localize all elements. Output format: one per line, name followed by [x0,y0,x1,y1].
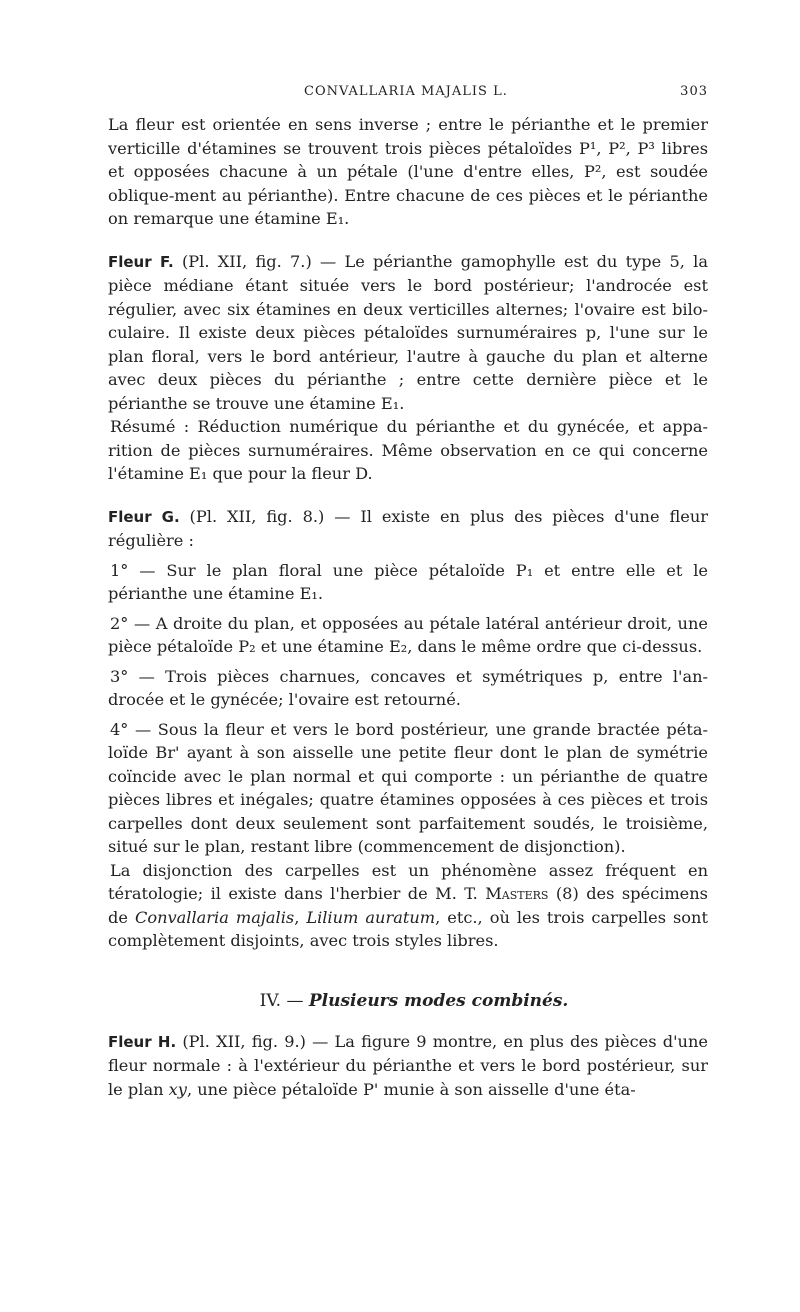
disjonction-text-b: (8) des spécimens de [108,884,708,927]
section-heading-iv [108,991,708,1011]
paragraph-fleur-h [108,1030,708,1102]
fleur-f-label: Fleur F. [108,252,174,271]
fleur-g-item-3: 3° — Trois pièces charnues, concaves et symétriques p, entre l'an-drocée et le gynécée; l'ovaire est retourné. [108,666,708,709]
running-head [108,84,708,99]
paragraph-intro: La fleur est orientée en sens inverse ; entre le périanthe et le premier verticille d'étamines se trouvent trois pièces pétaloïdes P¹, P², P³ libres et opposées chacune à un pétale (l'une d'entre elles, P², est soudée oblique-ment au périanthe). Entre chacune de ces pièces et le périanthe on remarque une étamine E₁. [108,115,708,228]
plane-xy: xy [168,1079,187,1099]
disjonction-text-c: , etc., où les trois carpelles sont complètement disjoints, avec trois styles libres. [108,907,708,950]
fleur-h-text-a: (Pl. XII, fig. 9.) — La figure 9 montre, en plus des pièces d'une fleur normale : à l'extérieur du périanthe et vers le bord postérieur, sur le plan [108,1031,708,1099]
paragraph-fleur-g [108,505,708,553]
paragraph-fleur-f [108,250,708,416]
page-number: 303 [680,84,708,99]
fleur-g-item-2: 2° — A droite du plan, et opposées au pétale latéral antérieur droit, une pièce pétaloïde P₂ et une étamine E₂, dans le même ordre que ci-dessus. [108,613,708,656]
fleur-f-text: (Pl. XII, fig. 7.) — Le périanthe gamophylle est du type 5, la pièce médiane étant située vers le bord postérieur; l'androcée est régulier, avec six étamines en deux verticilles alternes; l'ovaire est bilo-culaire. Il existe deux pièces pétaloïdes surnuméraires p, l'une sur le plan floral, vers le bord antérieur, l'autre à gauche du plan et alterne avec deux pièces du périanthe ; entre cette dernière pièce et le périanthe se trouve une étamine E₁. [108,251,708,413]
running-title: CONVALLARIA MAJALIS L. [304,84,508,99]
paragraph-fleur-f-resume: Résumé : Réduction numérique du périanthe et du gynécée, et appa-rition de pièces surnuméraires. Même observation en ce qui concerne l'étamine E₁ que pour la fleur D. [108,417,708,483]
species-convallaria: Convallaria majalis [134,907,295,927]
fleur-g-item-1: 1° — Sur le plan floral une pièce pétaloïde P₁ et entre elle et le périanthe une étamine E₁. [108,560,708,603]
species-lilium: Lilium auratum [306,907,436,927]
section-title: Plusieurs modes combinés. [308,990,569,1011]
fleur-g-text: (Pl. XII, fig. 8.) — Il existe en plus des pièces d'une fleur régulière : [108,506,708,550]
fleur-h-label: Fleur H. [108,1032,177,1051]
fleur-g-label: Fleur G. [108,507,180,526]
fleur-g-item-4: 4° — Sous la fleur et vers le bord postérieur, une grande bractée péta-loïde Br' ayant à son aisselle une petite fleur dont le plan de symétrie coïncide avec le plan normal et qui comporte : un périanthe de quatre pièces libres et inégales; quatre étamines opposées à ces pièces et trois carpelles dont deux seulement sont parfaitement soudés, le troisième, situé sur le plan, restant libre (commencement de disjonction). [108,719,708,856]
author-masters: Masters [485,884,549,903]
section-numeral: IV. — [259,990,309,1011]
species-separator: , [294,907,307,927]
disjonction-text-a: La disjonction des carpelles est un phénomène assez fréquent en tératologie; il existe dans l'herbier de M. T. [108,860,708,903]
fleur-h-text-b: , une pièce pétaloïde P' munie à son aisselle d'une éta- [186,1079,636,1099]
paragraph-disjonction [108,859,708,953]
